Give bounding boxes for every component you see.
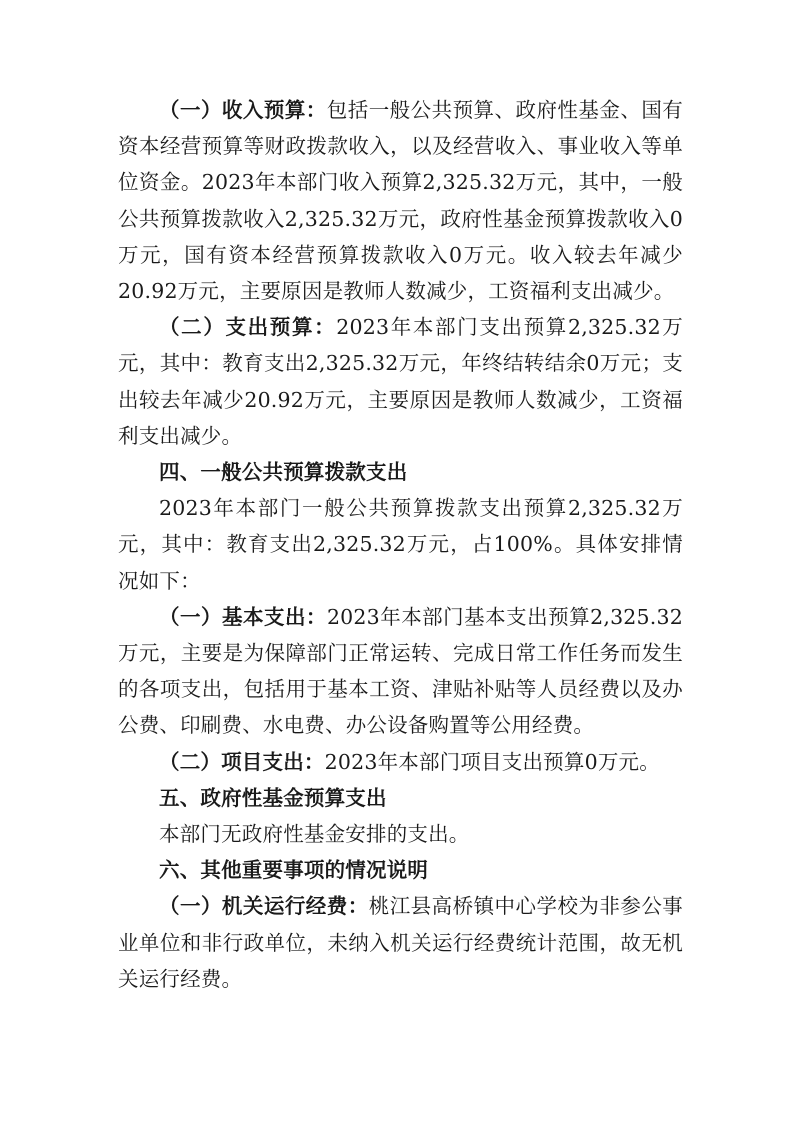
basic-expense-text: 2023年本部门基本支出预算2,325.32万元，主要是为保障部门正常运转、完成日常工作任务而发生的各项支出，包括用于基本工资、津贴补贴等人员经费以及办公费、印刷费、水电费、办公设备购置等公用经费。 <box>118 604 683 738</box>
operating-expense-text: 桃江县高桥镇中心学校为非参公事业单位和非行政单位，未纳入机关运行经费统计范围，故无机关运行经费。 <box>118 894 684 991</box>
project-expense-label: （二）项目支出： <box>159 749 325 774</box>
project-expense-text: 2023年本部门项目支出预算0万元。 <box>324 749 660 774</box>
section-four-intro: 2023年本部门一般公共预算拨款支出预算2,325.32万元，其中：教育支出2,325.32万元，占100%。具体安排情况如下： <box>118 496 683 593</box>
section-five-heading: 五、政府性基金预算支出 <box>159 785 387 810</box>
expense-budget-text: 2023年本部门支出预算2,325.32万元，其中：教育支出2,325.32万元，年终结转结余0万元；支出较去年减少20.92万元，主要原因是教师人数减少，工资福利支出减少。 <box>118 315 683 448</box>
basic-expense-label: （一）基本支出： <box>159 604 327 629</box>
income-budget-label: （一）收入预算： <box>159 98 327 122</box>
expense-budget-label: （二）支出预算： <box>159 315 337 340</box>
operating-expense-label: （一）机关运行经费： <box>159 894 369 919</box>
project-expense-paragraph <box>118 744 683 780</box>
expense-budget-paragraph <box>118 309 683 454</box>
income-budget-text: 包括一般公共预算、政府性基金、国有资本经营预算等财政拨款收入，以及经营收入、事业收入等单位资金。2023年本部门收入预算2,325.32万元，其中，一般公共预算拨款收入2,325.32万元，政府性基金预算拨款收入0万元，国有资本经营预算拨款收入0万元。收入较去年减少20.92万元，主要原因是教师人数减少，工资福利支出减少。 <box>118 98 683 304</box>
section-six-heading: 六、其他重要事项的情况说明 <box>159 858 429 883</box>
basic-expense-paragraph <box>118 599 683 744</box>
document-page <box>118 92 683 997</box>
section-five-text: 本部门无政府性基金安排的支出。 <box>159 822 470 847</box>
income-budget-paragraph <box>118 92 683 309</box>
section-four-heading: 四、一般公共预算拨款支出 <box>159 460 408 485</box>
operating-expense-paragraph <box>118 888 683 997</box>
